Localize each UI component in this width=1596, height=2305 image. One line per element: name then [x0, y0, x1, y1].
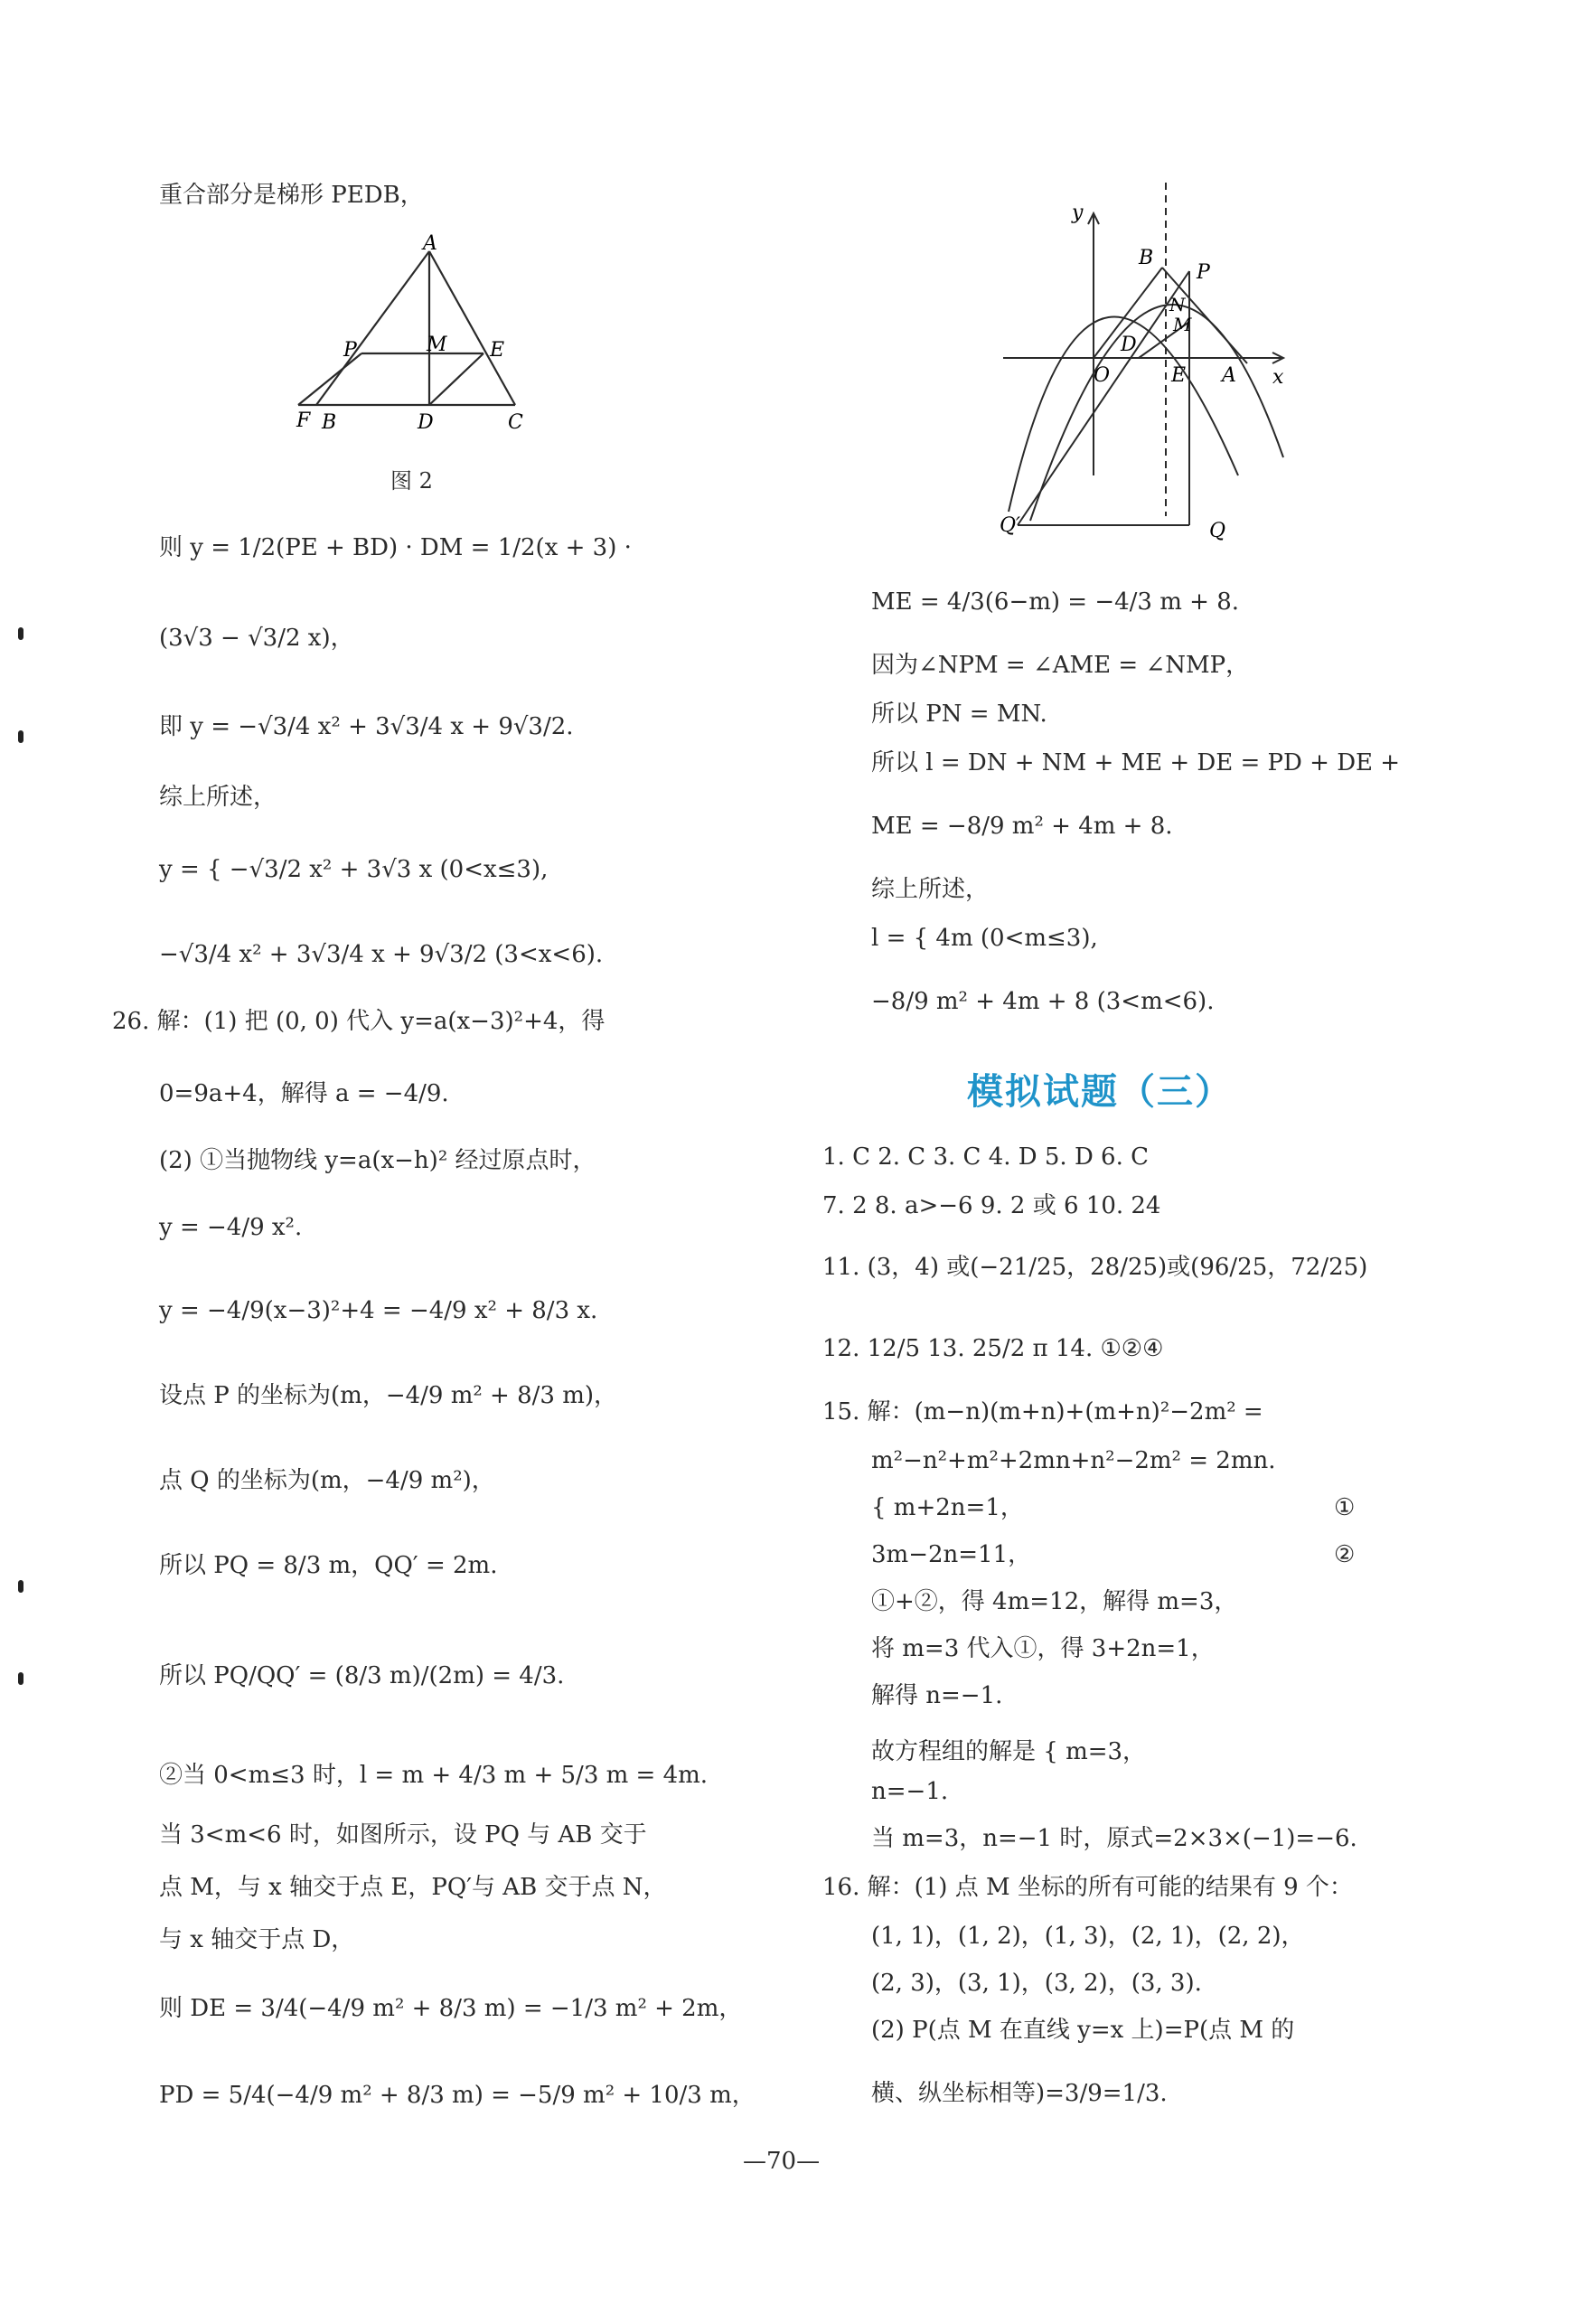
figure-2-triangle — [289, 233, 533, 441]
answer-line: 当 m=3，n=−1 时，原式=2×3×(−1)=−6. — [871, 1825, 1357, 1852]
label-Q-prime: Q′ — [1000, 514, 1021, 537]
text-line: 0=9a+4，解得 a = −4/9. — [159, 1080, 449, 1107]
text-line: ME = −8/9 m² + 4m + 8. — [871, 813, 1173, 840]
label-M: M — [1173, 314, 1192, 335]
text-line: 综上所述， — [871, 876, 990, 903]
label-N: N — [1169, 294, 1186, 315]
label-E: E — [1171, 364, 1187, 387]
text-line: y = −4/9 x². — [159, 1214, 303, 1241]
label-B: B — [1139, 247, 1154, 269]
label-P: P — [343, 339, 357, 362]
text-line: ②当 0<m≤3 时，l = m + 4/3 m + 5/3 m = 4m. — [159, 1762, 709, 1789]
label-D: D — [1121, 334, 1137, 356]
text-line: 即 y = −√3/4 x² + 3√3/4 x + 9√3/2. — [159, 713, 574, 740]
text-line: y = −4/9(x−3)²+4 = −4/9 x² + 8/3 x. — [159, 1297, 598, 1324]
answer-line: 16. 解：(1) 点 M 坐标的所有可能的结果有 9 个： — [822, 1874, 1353, 1901]
text-line: 则 y = 1/2(PE + BD) · DM = 1/2(x + 3) · — [159, 534, 632, 561]
text-line: 当 3<m<6 时，如图所示，设 PQ 与 AB 交于 — [159, 1821, 647, 1849]
answer-line: ①+②，得 4m=12，解得 m=3， — [871, 1588, 1238, 1615]
answer-line: m²−n²+m²+2mn+n²−2m² = 2mn. — [871, 1447, 1276, 1474]
text-line: 点 M，与 x 轴交于点 E，PQ′与 AB 交于点 N， — [159, 1874, 667, 1901]
problem-26-start: 26. 解：(1) 把 (0, 0) 代入 y=a(x−3)²+4，得 — [112, 1008, 606, 1035]
label-O: O — [1094, 364, 1111, 387]
text-line: (3√3 − √3/2 x)， — [159, 625, 354, 652]
margin-mark — [18, 730, 23, 743]
margin-mark — [18, 1580, 23, 1593]
answer-line: 将 m=3 代入①，得 3+2n=1， — [871, 1635, 1215, 1662]
axis-x-label: x — [1272, 366, 1284, 389]
page-number: —70— — [743, 2148, 821, 2175]
text-line: 设点 P 的坐标为(m，−4/9 m² + 8/3 m)， — [159, 1382, 618, 1409]
label-D: D — [418, 411, 434, 434]
label-A: A — [1222, 364, 1236, 387]
parabola-figure — [976, 177, 1301, 566]
text-line: y = { −√3/2 x² + 3√3 x (0<x≤3), — [159, 856, 549, 883]
section-title: 模拟试题（三） — [967, 1071, 1233, 1113]
answer-line: n=−1. — [871, 1778, 949, 1805]
axis-y-label: y — [1072, 202, 1084, 224]
label-B: B — [322, 411, 337, 434]
margin-mark — [18, 627, 23, 640]
eq-mark-2: ② — [1334, 1541, 1356, 1568]
text-line: 综上所述， — [159, 784, 277, 811]
text-line: PD = 5/4(−4/9 m² + 8/3 m) = −5/9 m² + 10/3 m， — [159, 2082, 756, 2109]
label-Q: Q — [1209, 520, 1226, 542]
text-line: 重合部分是梯形 PEDB， — [159, 182, 424, 209]
text-line: 所以 l = DN + NM + ME + DE = PD + DE + — [871, 749, 1401, 776]
figure-caption: 图 2 — [390, 468, 433, 494]
answer-line: 15. 解：(m−n)(m+n)+(m+n)²−2m² = — [822, 1398, 1263, 1425]
text-line: 所以 PQ = 8/3 m，QQ′ = 2m. — [159, 1552, 498, 1579]
label-P: P — [1197, 261, 1210, 284]
text-line: −√3/4 x² + 3√3/4 x + 9√3/2 (3<x<6). — [159, 941, 604, 968]
text-line: 因为∠NPM = ∠AME = ∠NMP， — [871, 652, 1250, 679]
answer-line: 横、纵坐标相等)=3/9=1/3. — [871, 2080, 1168, 2107]
answer-line: 7. 2 8. a>−6 9. 2 或 6 10. 24 — [822, 1192, 1161, 1219]
answer-line: (2) P(点 M 在直线 y=x 上)=P(点 M 的 — [871, 2017, 1295, 2044]
text-line: 所以 PQ/QQ′ = (8/3 m)/(2m) = 4/3. — [159, 1662, 565, 1689]
answer-line: 12. 12/5 13. 25/2 π 14. ①②④ — [822, 1335, 1164, 1362]
label-M: M — [427, 334, 447, 356]
answer-line: 故方程组的解是 { m=3， — [871, 1738, 1147, 1765]
text-line: 与 x 轴交于点 D， — [159, 1926, 355, 1953]
answer-line: (2, 3)，(3, 1)，(3, 2)，(3, 3). — [871, 1970, 1202, 1997]
label-E: E — [490, 339, 505, 362]
answer-line: 解得 n=−1. — [871, 1682, 1003, 1709]
answer-line: (1, 1)，(1, 2)，(1, 3)，(2, 1)，(2, 2)， — [871, 1923, 1305, 1950]
text-line: 所以 PN = MN. — [871, 701, 1047, 728]
text-line: ME = 4/3(6−m) = −4/3 m + 8. — [871, 588, 1240, 616]
label-A: A — [423, 233, 437, 255]
text-line: (2) ①当抛物线 y=a(x−h)² 经过原点时， — [159, 1147, 596, 1174]
text-line: −8/9 m² + 4m + 8 (3<m<6). — [871, 988, 1215, 1015]
margin-mark — [18, 1672, 23, 1685]
answer-line: 11. (3，4) 或(−21/25，28/25)或(96/25，72/25) — [822, 1254, 1368, 1281]
answer-line: { m+2n=1， — [871, 1494, 1024, 1521]
label-F: F — [296, 409, 311, 432]
text-line: l = { 4m (0<m≤3), — [871, 925, 1098, 952]
text-line: 则 DE = 3/4(−4/9 m² + 8/3 m) = −1/3 m² + 2m， — [159, 1995, 743, 2022]
eq-mark-1: ① — [1334, 1494, 1356, 1521]
answer-line: 3m−2n=11， — [871, 1541, 1032, 1568]
label-C: C — [508, 411, 523, 434]
text-line: 点 Q 的坐标为(m，−4/9 m²)， — [159, 1467, 495, 1494]
answer-line: 1. C 2. C 3. C 4. D 5. D 6. C — [822, 1143, 1150, 1171]
